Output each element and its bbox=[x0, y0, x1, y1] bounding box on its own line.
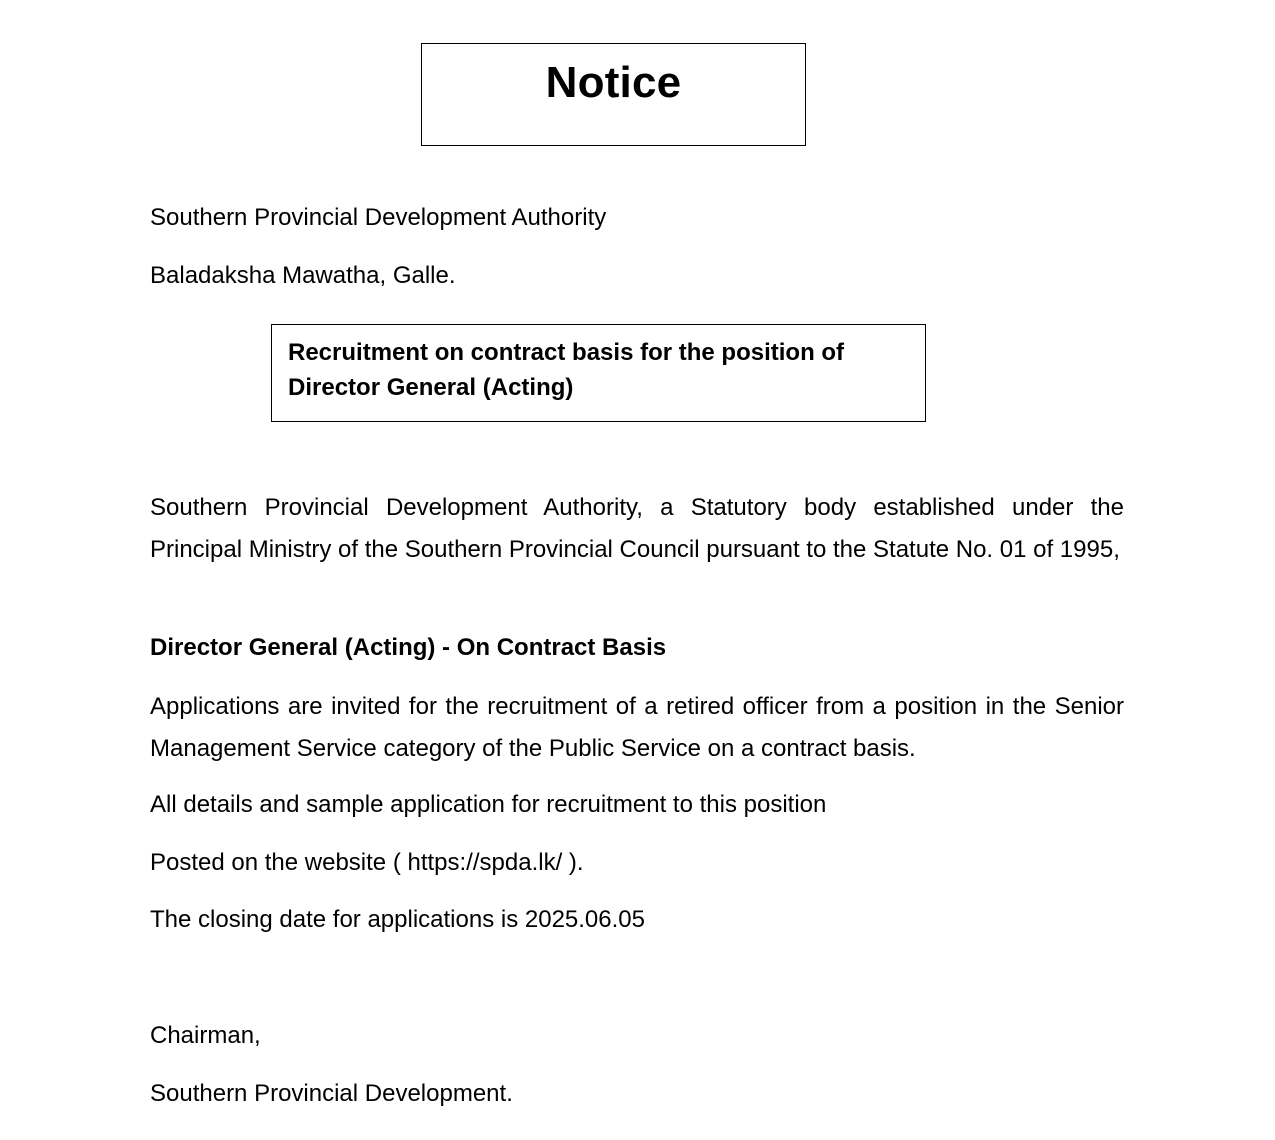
closing-date-line: The closing date for applications is 2025.06.05 bbox=[150, 906, 645, 933]
notice-title-box bbox=[421, 43, 806, 146]
signature-title: Chairman, bbox=[150, 1022, 261, 1049]
position-heading: Director General (Acting) - On Contract Basis bbox=[150, 634, 667, 661]
applications-paragraph: Applications are invited for the recruitment of a retired officer from a position in the Senior Management Service category of the Public Service on a contract basis. bbox=[150, 693, 1124, 762]
subject-line-2: Director General (Acting) bbox=[288, 374, 574, 401]
subject-line-1: Recruitment on contract basis for the position of bbox=[288, 339, 845, 366]
notice-title: Notice bbox=[545, 58, 682, 107]
signature-organization: Southern Provincial Development. bbox=[150, 1080, 513, 1107]
address-street: Baladaksha Mawatha, Galle. bbox=[150, 262, 456, 289]
subject-box bbox=[271, 324, 926, 422]
address-organization: Southern Provincial Development Authority bbox=[150, 204, 607, 231]
website-line: Posted on the website ( https://spda.lk/ ). bbox=[150, 849, 584, 876]
intro-paragraph: Southern Provincial Development Authority, a Statutory body established under the Principal Ministry of the Southern Provincial Council pursuant to the Statute No. 01 of 1995, bbox=[150, 494, 1124, 563]
details-line: All details and sample application for recruitment to this position bbox=[150, 791, 827, 818]
